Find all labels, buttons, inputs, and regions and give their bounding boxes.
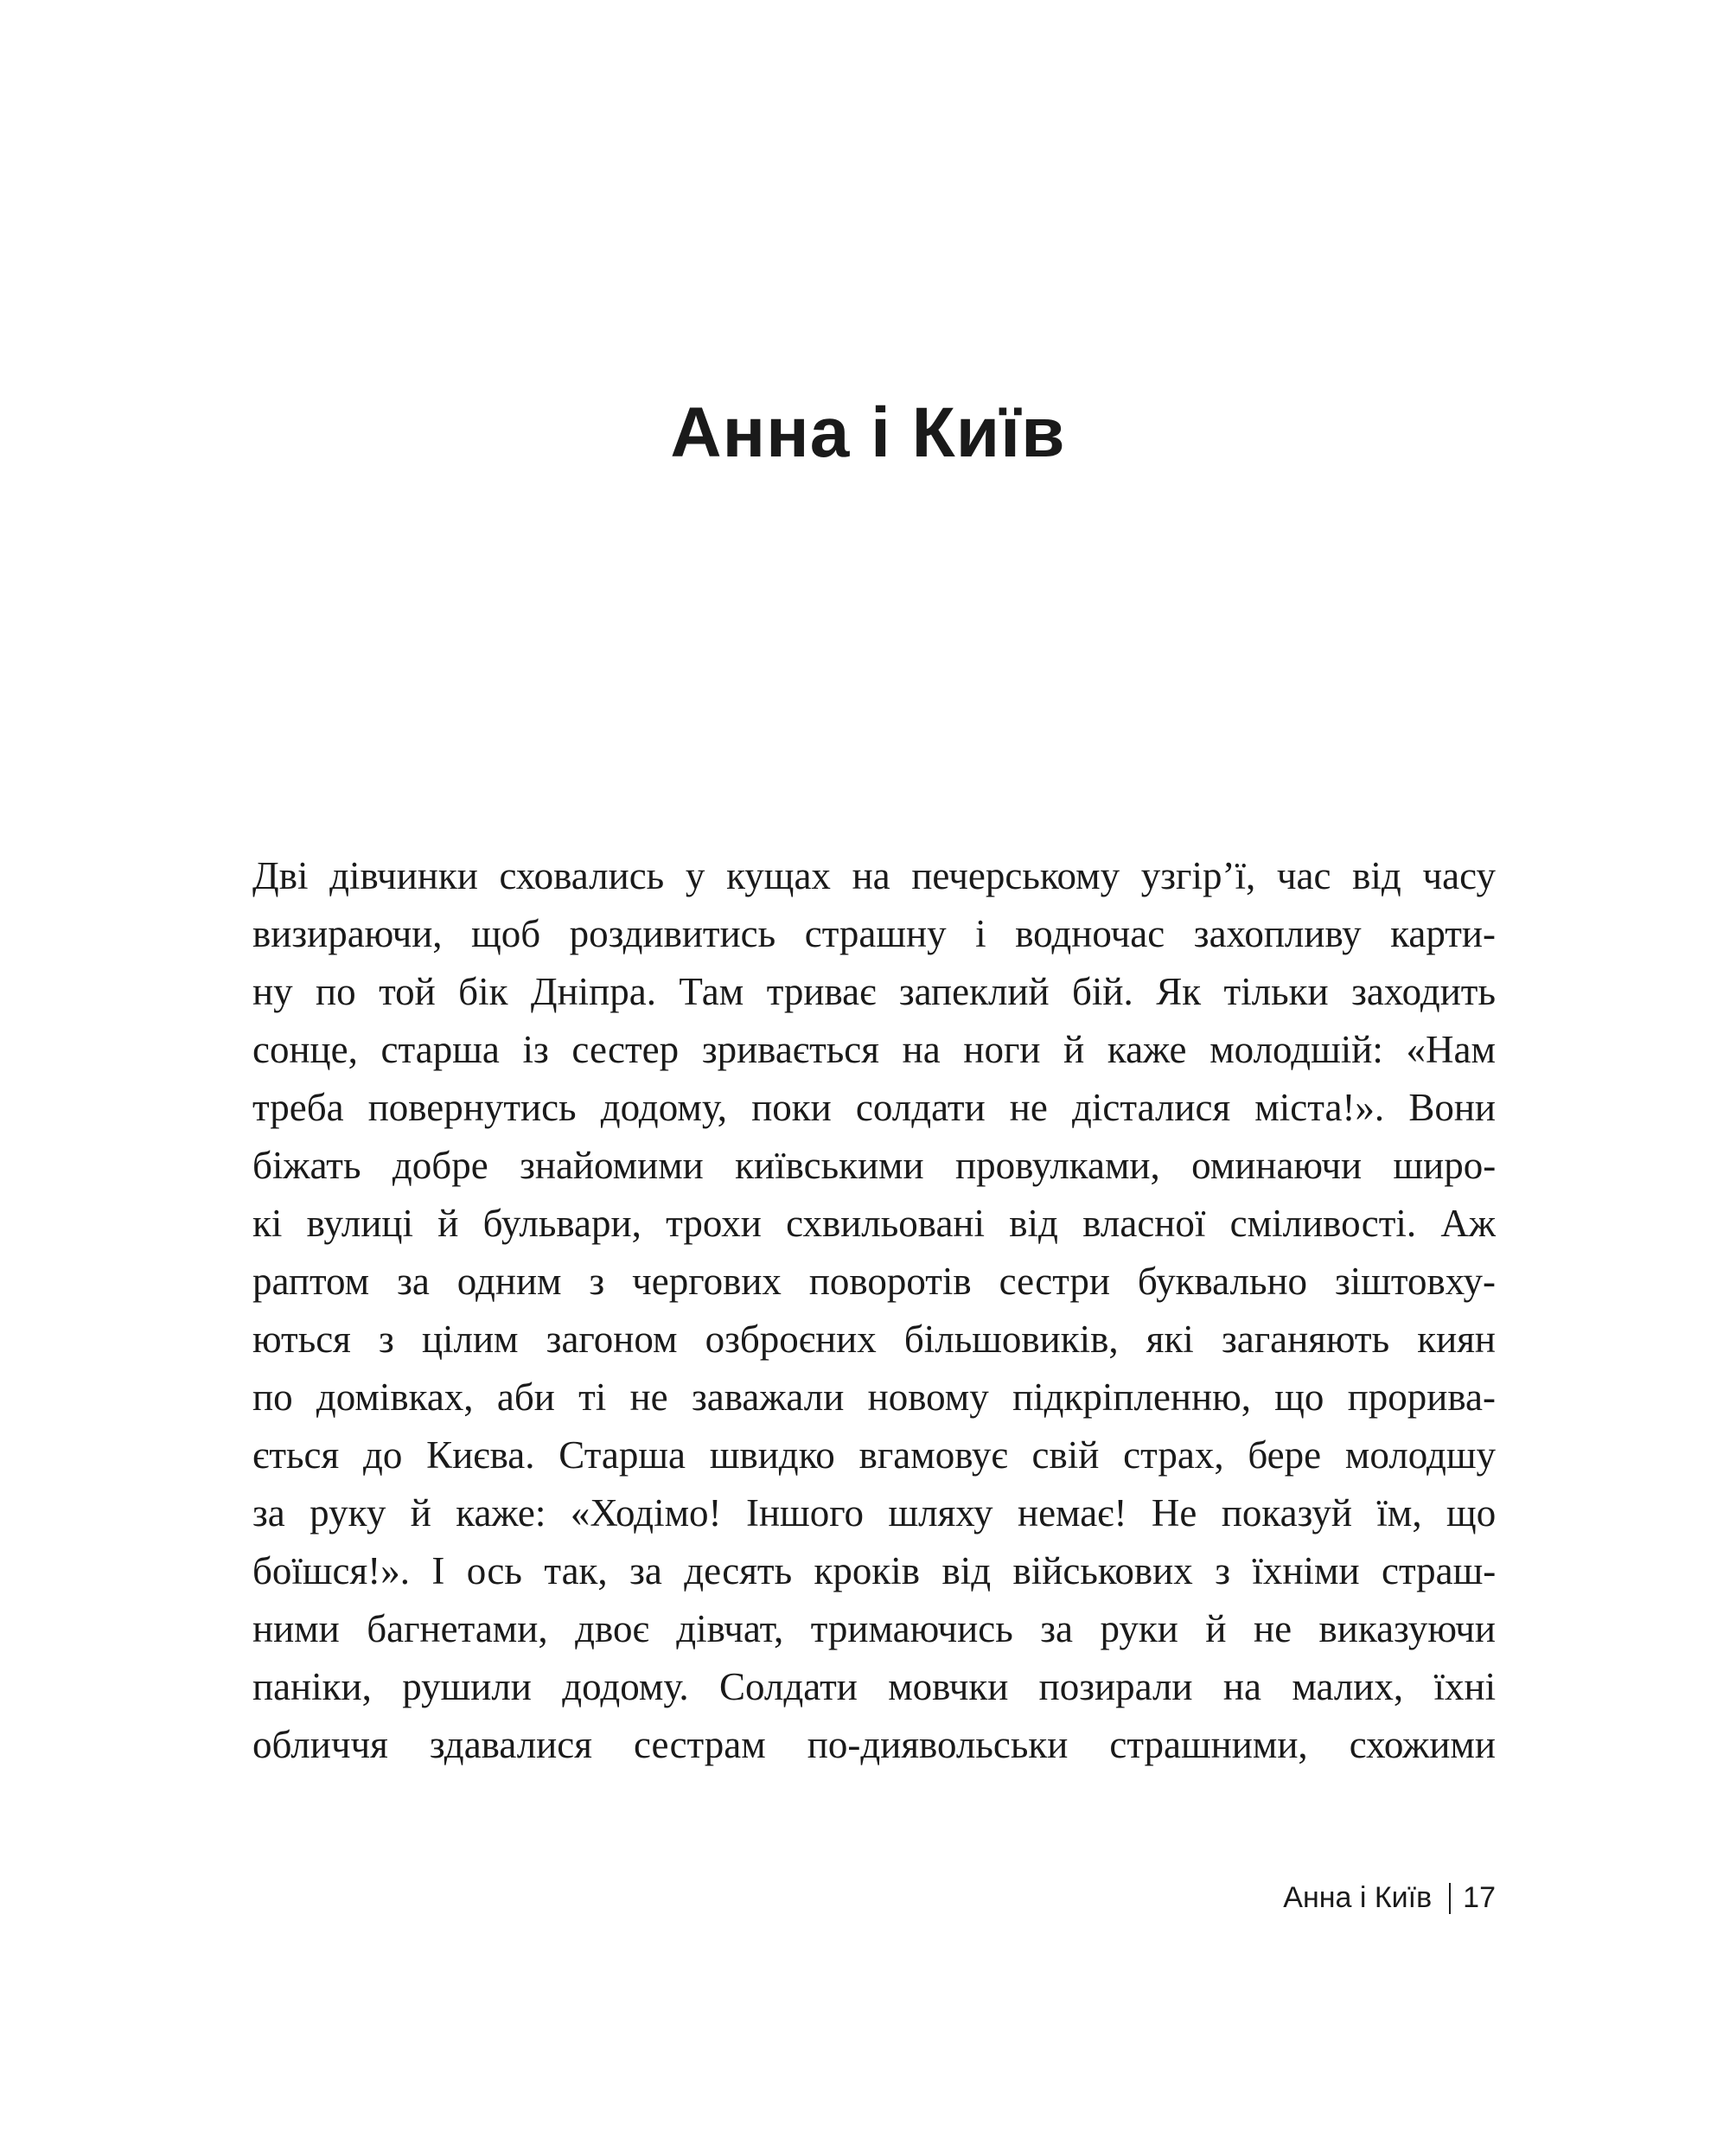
text-line: ються з цілим загоном озброєних більшовиків, які заганяють киян	[252, 1318, 1496, 1361]
text-line: ними багнетами, двоє дівчат, тримаючись за руки й не виказуючи	[252, 1607, 1496, 1650]
running-footer	[1283, 1881, 1496, 1915]
text-line: сонце, старша із сестер зривається на ноги й каже молодшій: «Нам	[252, 1028, 1496, 1071]
text-line: біжать добре знайомими київськими провулками, оминаючи широ-	[252, 1144, 1497, 1187]
text-line: треба повернутись додому, поки солдати не дісталися міста!». Вони	[252, 1086, 1496, 1129]
text-line: ється до Києва. Старша швидко вгамовує свій страх, бере молодшу	[252, 1433, 1497, 1477]
text-line: ну по той бік Дніпра. Там триває запеклий бій. Як тільки заходить	[252, 970, 1496, 1013]
text-line: боїшся!». І ось так, за десять кроків від військових з їхніми страш-	[252, 1549, 1497, 1592]
text-line: обличчя здавалися сестрам по-диявольськи страшними, схожими	[252, 1723, 1496, 1766]
running-title: Анна і Київ	[1283, 1881, 1433, 1914]
text-line: паніки, рушили додому. Солдати мовчки позирали на малих, їхні	[252, 1665, 1497, 1708]
text-line: визираючи, щоб роздивитись страшну і водночас захопливу карти-	[252, 912, 1496, 955]
text-line: Дві дівчинки сховались у кущах на печерському узгір’ї, час від часу	[252, 854, 1496, 897]
chapter-title: Анна і Київ	[670, 393, 1066, 472]
text-line: раптом за одним з чергових поворотів сестри буквально зіштовху-	[252, 1260, 1496, 1303]
text-line: кі вулиці й бульвари, трохи схвильовані від власної сміливості. Аж	[252, 1202, 1496, 1245]
page-number: 17	[1463, 1881, 1496, 1914]
body-paragraph	[252, 847, 1496, 1774]
text-line: за руку й каже: «Ходімо! Іншого шляху немає! Не показуй їм, що	[252, 1491, 1497, 1535]
text-line: по домівках, аби ті не заважали новому підкріпленню, що прорива-	[252, 1375, 1496, 1419]
footer-divider	[1449, 1883, 1451, 1914]
